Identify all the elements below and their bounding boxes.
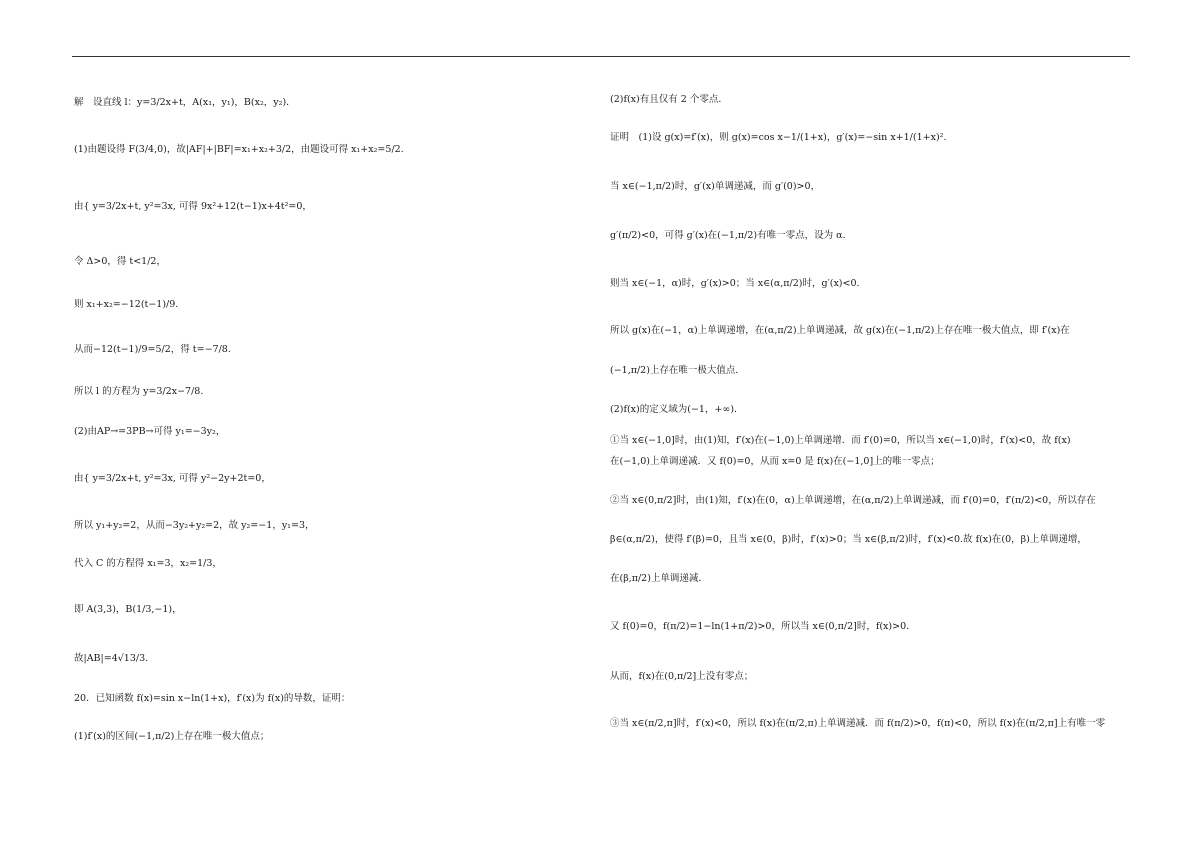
text-line: (2)由AP→=3PB→可得 y₁=−3y₂， <box>74 426 226 437</box>
text-line: 从而−12(t−1)/9=5/2，得 t=−7/8. <box>74 344 231 355</box>
text-line: 又 f(0)=0，f(π/2)=1−ln(1+π/2)>0，所以当 x∈(0,π/2]时，f(x)>0. <box>610 621 910 632</box>
problem-20-part-1: (1)f′(x)的区间(−1,π/2)上存在唯一极大值点； <box>74 731 270 742</box>
proof-intro: 证明 (1)设 g(x)=f′(x)，则 g(x)=cos x−1/(1+x)，g′(x)=−sin x+1/(1+x)². <box>610 132 947 143</box>
text-line: 故|AB|=4√13/3. <box>74 653 149 664</box>
text-line: ③当 x∈(π/2,π]时，f′(x)<0，所以 f(x)在(π/2,π)上单调递减．而 f(π/2)>0，f(π)<0，所以 f(x)在(π/2,π]上有唯一零 <box>610 718 1106 729</box>
header-rule <box>72 56 1130 57</box>
text-line: ①当 x∈(−1,0]时，由(1)知，f′(x)在(−1,0)上单调递增．而 f′(0)=0，所以当 x∈(−1,0)时，f′(x)<0，故 f(x) <box>610 435 1071 446</box>
text-line: 由{ y=3/2x+t, y²=3x, 可得 9x²+12(t−1)x+4t²=0， <box>74 201 312 212</box>
text-line: (1)由题设得 F(3/4,0)，故|AF|+|BF|=x₁+x₂+3/2，由题设可得 x₁+x₂=5/2. <box>74 144 404 155</box>
text-line: 在(−1,0)上单调递减．又 f(0)=0，从而 x=0 是 f(x)在(−1,0]上的唯一零点； <box>610 456 940 467</box>
text-line: 则 x₁+x₂=−12(t−1)/9. <box>74 299 179 310</box>
text-line: 所以 g(x)在(−1，α)上单调递增，在(α,π/2)上单调递减，故 g(x)在(−1,π/2)上存在唯一极大值点，即 f′(x)在 <box>610 325 1070 336</box>
problem-20-part-2: (2)f(x)有且仅有 2 个零点． <box>610 94 728 105</box>
text-line: 从而，f(x)在(0,π/2]上没有零点； <box>610 671 754 682</box>
text-line: 即 A(3,3)，B(1/3,−1)， <box>74 604 182 615</box>
solution-intro: 解 设直线 l：y=3/2x+t，A(x₁，y₁)，B(x₂，y₂)． <box>74 97 296 108</box>
text-line: g′(π/2)<0，可得 g′(x)在(−1,π/2)有唯一零点，设为 α. <box>610 230 846 241</box>
text-line: β∈(α,π/2)，使得 f′(β)=0，且当 x∈(0，β)时，f′(x)>0；当 x∈(β,π/2)时，f′(x)<0.故 f(x)在(0，β)上单调递增， <box>610 534 1087 545</box>
text-line: 当 x∈(−1,π/2)时，g′(x)单调递减，而 g′(0)>0， <box>610 181 821 192</box>
text-line: (2)f(x)的定义域为(−1，+∞)． <box>610 404 744 415</box>
text-line: 所以 l 的方程为 y=3/2x−7/8. <box>74 386 204 397</box>
problem-20-statement: 20．已知函数 f(x)=sin x−ln(1+x)，f′(x)为 f(x)的导数，证明： <box>74 693 351 704</box>
text-line: 在(β,π/2)上单调递减． <box>610 573 708 584</box>
text-line: 所以 y₁+y₂=2，从而−3y₂+y₂=2，故 y₂=−1，y₁=3， <box>74 520 315 531</box>
text-line: (−1,π/2)上存在唯一极大值点． <box>610 365 745 376</box>
text-line: 代入 C 的方程得 x₁=3，x₂=1/3， <box>74 558 222 569</box>
text-line: 由{ y=3/2x+t, y²=3x, 可得 y²−2y+2t=0， <box>74 473 271 484</box>
text-line: ②当 x∈(0,π/2]时，由(1)知，f′(x)在(0，α)上单调递增，在(α,π/2)上单调递减，而 f′(0)=0，f′(π/2)<0，所以存在 <box>610 495 1096 506</box>
text-line: 则当 x∈(−1，α)时，g′(x)>0；当 x∈(α,π/2)时，g′(x)<0. <box>610 278 860 289</box>
text-line: 令 Δ>0，得 t<1/2， <box>74 256 166 267</box>
